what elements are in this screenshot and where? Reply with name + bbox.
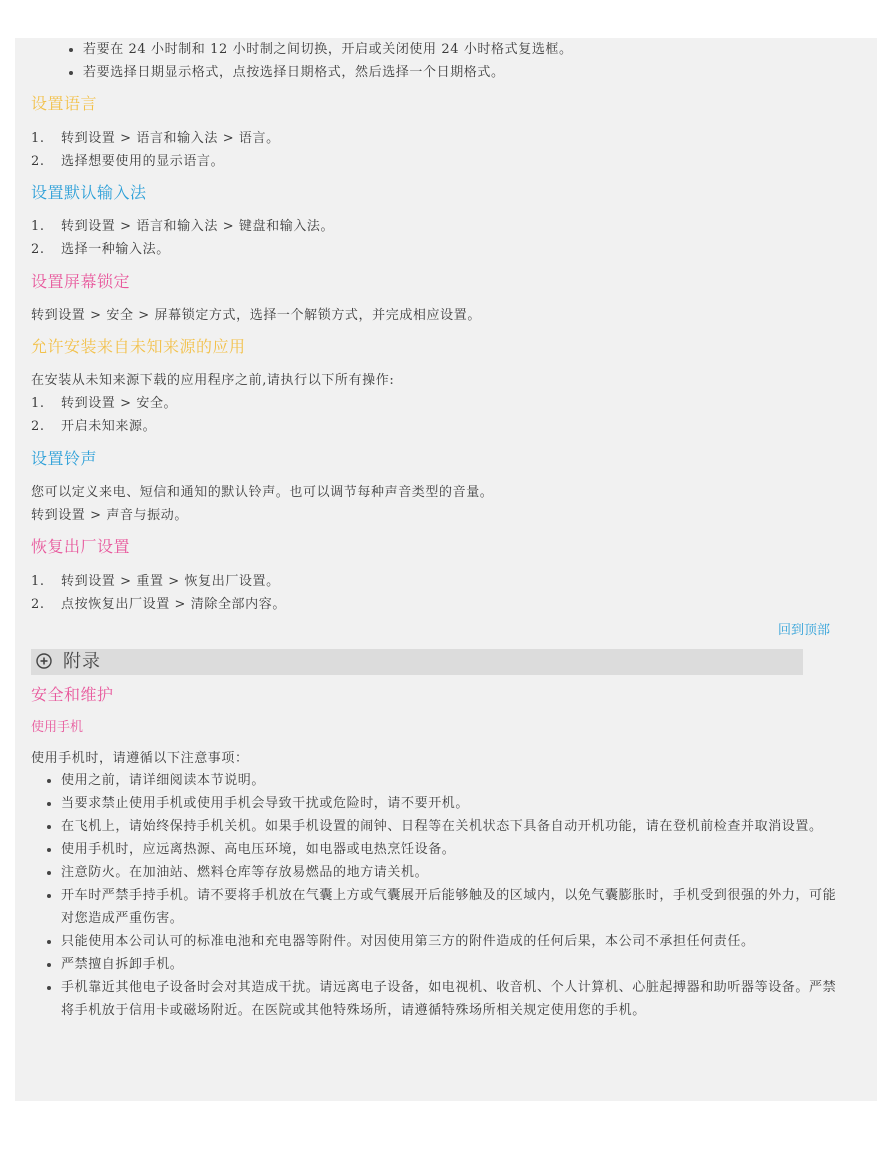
heading-input-method: 设置默认输入法 [31, 183, 147, 202]
list-item: 2. 选择一种输入法。 [31, 242, 170, 257]
factory-reset-steps [31, 570, 286, 616]
appendix-bar[interactable] [31, 649, 803, 675]
list-item: 开车时严禁手持手机。请不要将手机放在气囊上方或气囊展开后能够触及的区域内，以免气囊膨胀时，手机受到很强的外力，可能对您造成严重伤害。 [31, 884, 846, 930]
list-item: 使用之前，请详细阅读本节说明。 [31, 769, 846, 792]
list-item: 1. 转到设置 > 安全。 [31, 396, 178, 411]
ringtone-path: 转到设置 > 声音与振动。 [31, 508, 188, 523]
list-item: 严禁擅自拆卸手机。 [31, 953, 846, 976]
heading-language: 设置语言 [31, 94, 98, 113]
list-item: 1. 转到设置 > 重置 > 恢复出厂设置。 [31, 574, 280, 589]
heading-phone-use: 使用手机 [31, 720, 84, 735]
language-steps [31, 127, 280, 173]
heading-ringtone: 设置铃声 [31, 449, 98, 468]
unknown-sources-intro: 在安装从未知来源下载的应用程序之前,请执行以下所有操作: [31, 373, 395, 388]
list-item: 2. 开启未知来源。 [31, 419, 157, 434]
list-item: 使用手机时，应远离热源、高电压环境，如电器或电热烹饪设备。 [31, 838, 846, 861]
plus-circle-icon [36, 653, 52, 669]
ringtone-text: 您可以定义来电、短信和通知的默认铃声。也可以调节每种声音类型的音量。 [31, 485, 494, 500]
list-item: 2. 点按恢复出厂设置 > 清除全部内容。 [31, 597, 286, 612]
phone-use-intro: 使用手机时，请遵循以下注意事项： [31, 751, 249, 766]
heading-screen-lock: 设置屏幕锁定 [31, 272, 131, 291]
list-item: 在飞机上，请始终保持手机关机。如果手机设置的闹钟、日程等在关机状态下具备自动开机功能，请在登机前检查并取消设置。 [31, 815, 846, 838]
appendix-title: 附录 [63, 651, 101, 672]
safety-bullets [31, 769, 846, 1022]
list-item: 2. 选择想要使用的显示语言。 [31, 154, 225, 169]
unknown-sources-steps [31, 392, 177, 438]
input-method-steps [31, 215, 334, 261]
heading-factory-reset: 恢复出厂设置 [31, 537, 131, 556]
list-item: 若要选择日期显示格式，点按选择日期格式，然后选择一个日期格式。 [31, 61, 573, 84]
list-item: 手机靠近其他电子设备时会对其造成干扰。请远离电子设备，如电视机、收音机、个人计算机、心脏起搏器和助听器等设备。严禁将手机放于信用卡或磁场附近。在医院或其他特殊场所，请遵循特殊场所相关规定使用您的手机。 [31, 976, 846, 1022]
time-format-bullets [31, 38, 573, 84]
list-item: 1. 转到设置 > 语言和输入法 > 语言。 [31, 131, 280, 146]
list-item: 注意防火。在加油站、燃料仓库等存放易燃品的地方请关机。 [31, 861, 846, 884]
heading-unknown-sources: 允许安装来自未知来源的应用 [31, 337, 246, 356]
list-item: 当要求禁止使用手机或使用手机会导致干扰或危险时，请不要开机。 [31, 792, 846, 815]
content-panel [15, 38, 877, 1101]
screen-lock-text: 转到设置 > 安全 > 屏幕锁定方式，选择一个解锁方式，并完成相应设置。 [31, 308, 481, 323]
list-item: 1. 转到设置 > 语言和输入法 > 键盘和输入法。 [31, 219, 335, 234]
list-item: 若要在 24 小时制和 12 小时制之间切换，开启或关闭使用 24 小时格式复选框。 [31, 38, 573, 61]
list-item: 只能使用本公司认可的标准电池和充电器等附件。对因使用第三方的附件造成的任何后果，本公司不承担任何责任。 [31, 930, 846, 953]
heading-safety: 安全和维护 [31, 685, 114, 704]
back-to-top-link[interactable]: 回到顶部 [777, 623, 830, 638]
